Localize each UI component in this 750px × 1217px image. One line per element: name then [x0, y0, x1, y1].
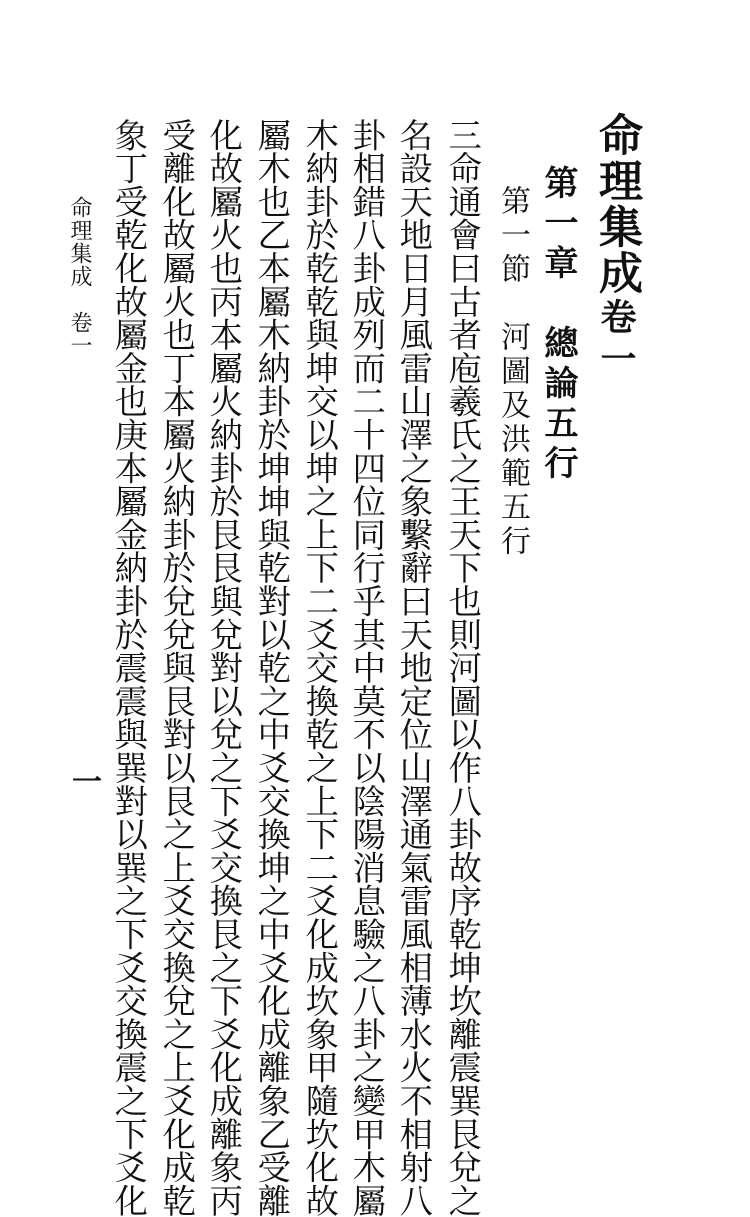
running-footer-title: 命理集成 卷一 — [67, 196, 92, 357]
body-text-column: 名設天地日月風雷山澤之象繫辭曰天地定位山澤通氣雷風相薄水火不相射八 — [394, 118, 434, 1217]
book-title: 命理集成 — [591, 112, 642, 296]
body-text-column: 受離化故屬火也丁本屬火納卦於兌兌與艮對以艮之上爻交換兌之上爻化成乾 — [157, 118, 197, 1217]
body-text-column: 化故屬火也丙本屬火納卦於艮艮與兌對以兌之下爻交換艮之下爻化成離象丙 — [204, 118, 244, 1217]
section-heading: 第一節 河圖及洪範五行 — [495, 185, 530, 559]
body-text-column: 木納卦於乾乾與坤交以坤之上下二爻交換乾之上下二爻化成坎象甲隨坎化故 — [300, 118, 340, 1217]
body-text-column: 象丁受乾化故屬金也庚本屬金納卦於震震與巽對以巽之下爻交換震之下爻化 — [109, 118, 149, 1217]
body-text-column: 卦相錯八卦成列而二十四位同行乎其中莫不以陰陽消息驗之八卦之變甲木屬 — [347, 118, 387, 1217]
volume-label: 卷一 — [595, 298, 637, 382]
body-text-column: 屬木也乙本屬木納卦於坤坤與乾對以乾之中爻交換坤之中爻化成離象乙受離 — [252, 118, 292, 1217]
body-text-column: 三命通會曰古者庖羲氏之王天下也則河圖以作八卦故序乾坤坎離震巽艮兌之 — [443, 118, 483, 1217]
page-number: 一 — [72, 765, 102, 800]
chapter-heading: 第一章 總論五行 — [538, 165, 578, 485]
